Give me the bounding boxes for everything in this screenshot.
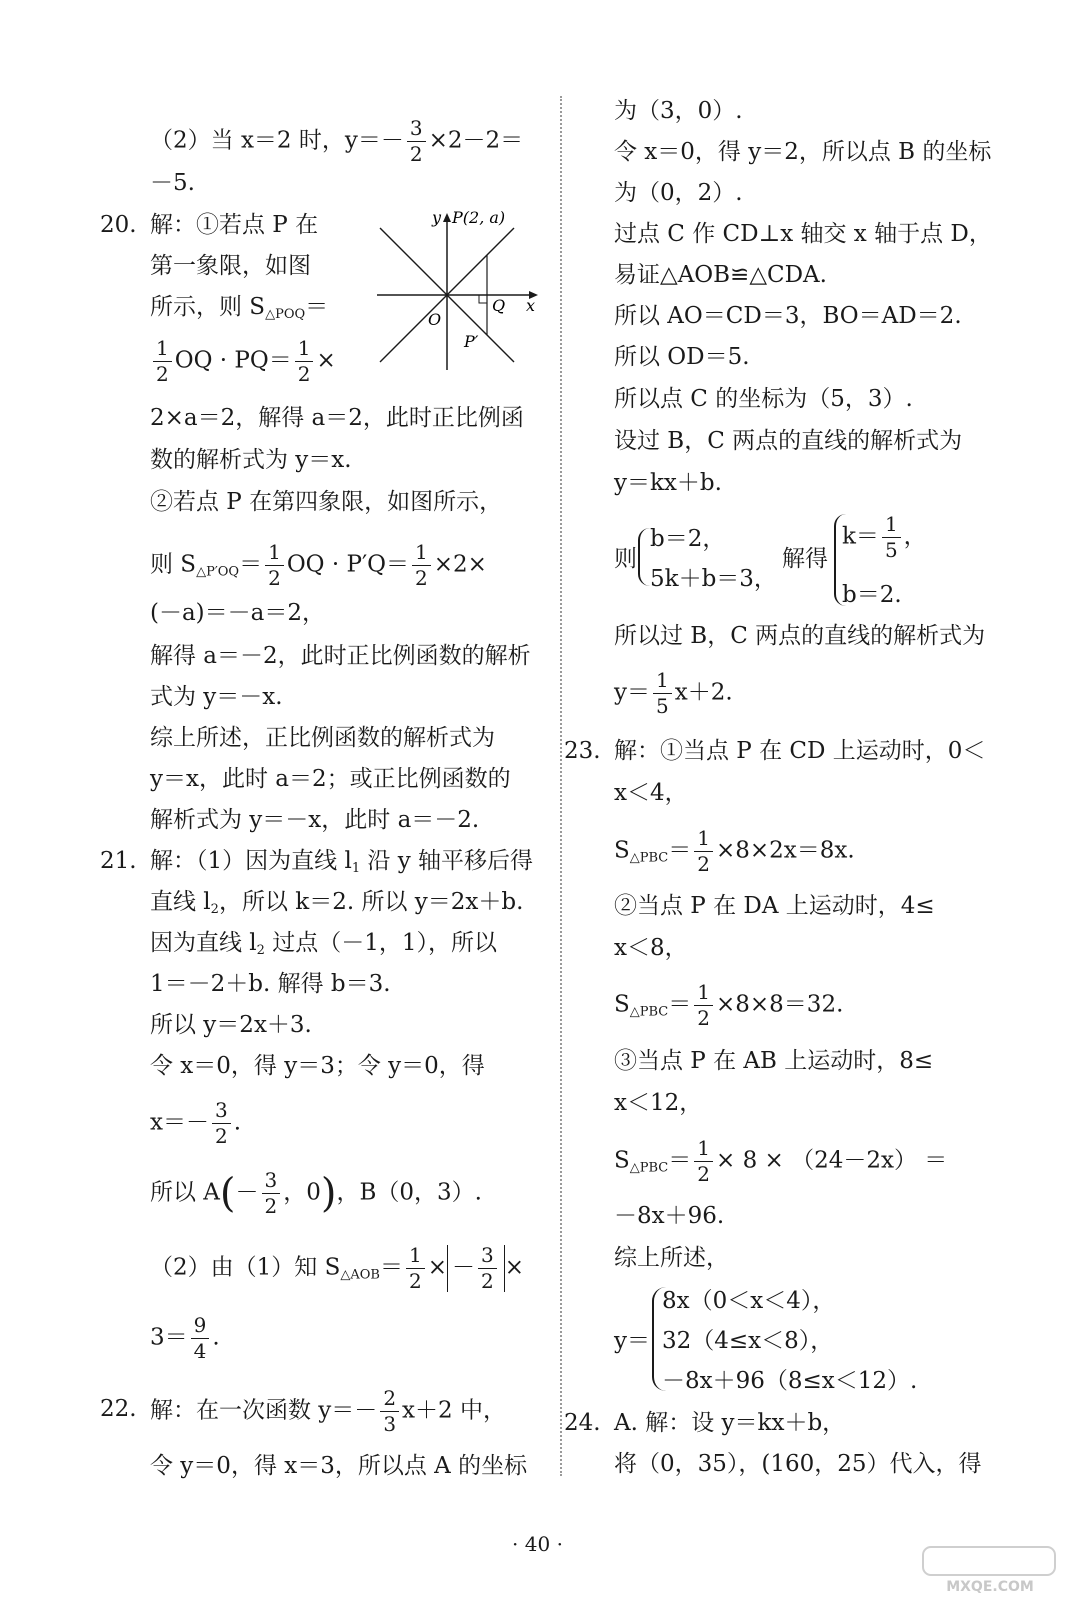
equation-1: b＝2，	[650, 526, 726, 552]
line-r12: 所以过 B，C 两点的直线的解析式为	[614, 623, 986, 649]
line-r19	[614, 982, 843, 1029]
line-r14: 解：①当点 P 在 CD 上运动时，0＜	[614, 738, 986, 764]
text-then: 则	[614, 546, 637, 572]
line-l13: 式为 y＝－x.	[150, 684, 283, 710]
denominator: 3	[383, 1412, 397, 1436]
line-r13	[614, 670, 733, 717]
line-r03: 为（0，2）.	[614, 180, 743, 206]
denominator: 4	[193, 1339, 207, 1363]
text: ＝	[668, 991, 692, 1018]
text: ×2－2＝	[428, 127, 524, 154]
fraction	[478, 1245, 497, 1292]
denominator: 2	[214, 1124, 228, 1148]
denominator: 2	[409, 142, 423, 166]
line-l16: 解析式为 y＝－x，此时 a＝－2.	[150, 807, 480, 833]
line-r17: ②当点 P 在 DA 上运动时，4≤	[614, 893, 935, 919]
line-r24: 综上所述，	[614, 1245, 729, 1271]
text: ×8×2x＝8x.	[716, 837, 855, 864]
text: S	[614, 991, 630, 1018]
text: ＝	[668, 837, 692, 864]
watermark-text: MXQE.COM	[946, 1579, 1034, 1595]
text: 沿 y 轴平移后得	[360, 848, 534, 874]
line-r02: 令 x＝0，得 y＝2，所以点 B 的坐标	[614, 139, 992, 165]
question-number-23: 23.	[564, 738, 601, 764]
line-r22	[614, 1138, 947, 1185]
subscript: △AOB	[340, 1267, 380, 1283]
numerator: 1	[295, 338, 314, 362]
fraction	[882, 514, 901, 561]
text: S	[614, 837, 630, 864]
denominator: 2	[697, 1006, 710, 1030]
numerator: 1	[412, 542, 431, 566]
line-r09: 设过 B，C 两点的直线的解析式为	[614, 428, 963, 454]
numerator: 2	[380, 1388, 399, 1412]
denominator: 2	[268, 566, 281, 590]
solution-k	[842, 514, 927, 561]
text: ＝	[239, 551, 263, 578]
question-number-21: 21.	[100, 848, 137, 874]
label-p-prime: P′	[464, 332, 479, 351]
subscript: △PBC	[629, 1004, 669, 1020]
line-r08: 所以点 C 的坐标为（5，3）.	[614, 386, 913, 412]
fraction	[212, 1100, 231, 1147]
numerator: 3	[212, 1100, 231, 1124]
fraction	[407, 118, 426, 165]
label-y: y	[432, 208, 442, 227]
y-axis-arrow	[443, 213, 451, 222]
text: ×2×	[433, 551, 487, 578]
line-l08: 数的解析式为 y＝x.	[150, 447, 352, 473]
watermark-badge	[923, 1547, 1055, 1575]
text: ，B（0，3）.	[336, 1179, 482, 1206]
line-l09: ②若点 P 在第四象限，如图所示，	[150, 489, 503, 515]
subscript: △PBC	[629, 850, 669, 866]
line-r20: ③当点 P 在 AB 上运动时，8≤	[614, 1048, 934, 1074]
text: 因为直线 l	[150, 930, 257, 956]
line-r01: 为（3，0）.	[614, 98, 743, 124]
text: ×8×8＝32.	[716, 991, 844, 1018]
denominator: 2	[408, 1269, 422, 1293]
denominator: 2	[697, 852, 710, 876]
line-l24	[150, 1170, 482, 1217]
text: .	[233, 1109, 242, 1136]
absolute-value	[447, 1245, 505, 1292]
line-l27	[150, 1388, 506, 1435]
numerator: 3	[262, 1170, 281, 1194]
line-r26: A. 解：设 y＝kx＋b，	[614, 1410, 846, 1436]
denominator: 2	[264, 1194, 278, 1218]
text: （2）当 x＝2 时，y＝－	[150, 127, 404, 154]
line-r16	[614, 828, 855, 875]
line-l12: 解得 a＝－2，此时正比例函数的解析	[150, 643, 531, 669]
line-r10: y＝kx＋b.	[614, 470, 722, 496]
paren-open: (	[219, 1170, 236, 1217]
denominator: 5	[656, 694, 669, 718]
text: k＝	[842, 523, 879, 550]
line-l23	[150, 1100, 241, 1147]
text: x＝－	[150, 1109, 209, 1136]
denominator: 2	[697, 1162, 710, 1186]
line-r06: 所以 AO＝CD＝3，BO＝AD＝2.	[614, 303, 962, 329]
line-l25	[150, 1245, 524, 1292]
piece-3: －8x＋96（8≤x＜12）.	[662, 1368, 918, 1394]
line-r04: 过点 C 作 CD⊥x 轴交 x 轴于点 D，	[614, 221, 992, 247]
text: ＝	[305, 294, 329, 320]
subscript: △POQ	[265, 307, 306, 322]
line-r21: x＜12，	[614, 1090, 703, 1116]
line-l20: 1＝－2＋b. 解得 b＝3.	[150, 971, 391, 997]
numerator: 1	[265, 542, 284, 566]
text: （2）由（1）知 S	[150, 1254, 341, 1281]
text: ＝	[379, 1254, 403, 1281]
label-x: x	[526, 296, 536, 315]
line-l17	[150, 850, 533, 875]
equation-2: 5k＋b＝3，	[650, 566, 777, 592]
fraction	[694, 1138, 713, 1185]
text: 过点（－1，1），所以	[264, 930, 498, 956]
line-l02: －5.	[150, 170, 195, 196]
line-l07: 2×a＝2，解得 a＝2，此时正比例函	[150, 405, 524, 431]
fraction	[262, 1170, 281, 1217]
denominator: 2	[297, 362, 311, 386]
line-r27: 将（0，35），(160，25）代入，得	[614, 1451, 982, 1477]
coordinate-graph	[372, 205, 547, 375]
line-l06	[150, 338, 336, 385]
fraction	[412, 542, 431, 589]
text: ×	[504, 1254, 524, 1281]
text: －	[235, 1179, 259, 1206]
piece-2: 32（4≤x＜8），	[662, 1328, 834, 1354]
label-o: O	[428, 310, 442, 329]
text: 所示，则 S	[150, 294, 266, 320]
line-l21: 所以 y＝2x＋3.	[150, 1012, 312, 1038]
page-number: · 40 ·	[512, 1532, 563, 1556]
brace-left	[638, 528, 650, 586]
text: x＋2.	[674, 679, 733, 706]
text: 则 S	[150, 551, 197, 578]
text: 解：在一次函数 y＝－	[150, 1397, 378, 1424]
numerator: 9	[191, 1315, 210, 1339]
solution-b: b＝2.	[842, 582, 902, 608]
numerator: 1	[653, 670, 672, 694]
watermark-logo	[915, 1545, 1065, 1595]
numerator: 1	[694, 828, 713, 852]
question-number-20: 20.	[100, 212, 137, 238]
line-l26	[150, 1315, 220, 1362]
text-solve: 解得	[782, 546, 828, 572]
right-angle-mark	[479, 295, 487, 303]
line-r07: 所以 OD＝5.	[614, 344, 750, 370]
numerator: 3	[407, 118, 426, 142]
line-l10	[150, 542, 487, 589]
line-l15: y＝x，此时 a＝2；或正比例函数的	[150, 766, 511, 792]
question-number-22: 22.	[100, 1396, 137, 1422]
numerator: 1	[882, 514, 901, 538]
subscript: △P′OQ	[196, 564, 240, 580]
text: －	[451, 1254, 475, 1281]
denominator: 2	[480, 1269, 494, 1293]
line-l04: 第一象限，如图	[150, 253, 311, 279]
text: 解：（1）因为直线 l	[150, 848, 352, 874]
line-r05: 易证△AOB≌△CDA.	[614, 262, 827, 288]
subscript: 2	[210, 902, 219, 917]
text: .	[212, 1324, 220, 1351]
text: x＋2 中，	[402, 1397, 506, 1424]
numerator: 1	[153, 338, 172, 362]
text: × 8 × （24－2x） ＝	[716, 1147, 948, 1174]
denominator: 2	[156, 362, 169, 386]
line-r23: －8x＋96.	[614, 1203, 725, 1229]
column-divider	[560, 96, 562, 1476]
line-l03: 解：①若点 P 在	[150, 212, 319, 238]
fraction	[380, 1388, 399, 1435]
text: ×	[316, 347, 336, 374]
text: OQ · P′Q＝	[286, 551, 410, 578]
fraction	[653, 670, 672, 717]
line-r15: x＜4，	[614, 780, 688, 806]
subscript: 1	[351, 861, 361, 876]
line-l14: 综上所述，正比例函数的解析式为	[150, 725, 495, 751]
numerator: 3	[478, 1245, 497, 1269]
text: S	[614, 1147, 630, 1174]
text: 直线 l	[150, 889, 211, 915]
text: OQ · PQ＝	[174, 347, 292, 374]
line-r18: x＜8，	[614, 935, 688, 961]
text-y-eq: y＝	[614, 1328, 650, 1354]
line-l11: (－a)＝－a＝2，	[150, 600, 326, 626]
numerator: 1	[406, 1245, 425, 1269]
fraction	[153, 338, 172, 385]
text: ，0	[283, 1179, 321, 1206]
subscript: 2	[256, 943, 265, 958]
line-l19	[150, 932, 497, 957]
paren-close: )	[320, 1170, 337, 1217]
fraction	[406, 1245, 425, 1292]
fraction	[191, 1315, 210, 1362]
fraction	[694, 982, 713, 1029]
line-l18	[150, 891, 523, 916]
subscript: △PBC	[629, 1160, 669, 1176]
numerator: 1	[694, 982, 713, 1006]
line-l28: 令 y＝0，得 x＝3，所以点 A 的坐标	[150, 1453, 528, 1479]
fraction	[265, 542, 284, 589]
denominator: 5	[884, 538, 898, 562]
text: ，	[903, 523, 927, 550]
fraction	[694, 828, 713, 875]
text: y＝	[614, 679, 650, 706]
question-number-24: 24.	[564, 1410, 601, 1436]
label-p: P(2, a)	[452, 208, 506, 227]
text: ×	[427, 1254, 447, 1281]
piece-1: 8x（0＜x＜4），	[662, 1288, 836, 1314]
denominator: 2	[415, 566, 428, 590]
numerator: 1	[694, 1138, 713, 1162]
line-l22: 令 x＝0，得 y＝3；令 y＝0，得	[150, 1053, 485, 1079]
text: ，所以 k＝2. 所以 y＝2x＋b.	[218, 889, 524, 915]
text: 3＝	[150, 1324, 188, 1351]
label-q: Q	[492, 296, 506, 315]
text: 所以 A	[150, 1179, 220, 1206]
fraction	[295, 338, 314, 385]
text: ＝	[668, 1147, 692, 1174]
line-l01	[150, 118, 523, 165]
line-l05	[150, 296, 328, 321]
